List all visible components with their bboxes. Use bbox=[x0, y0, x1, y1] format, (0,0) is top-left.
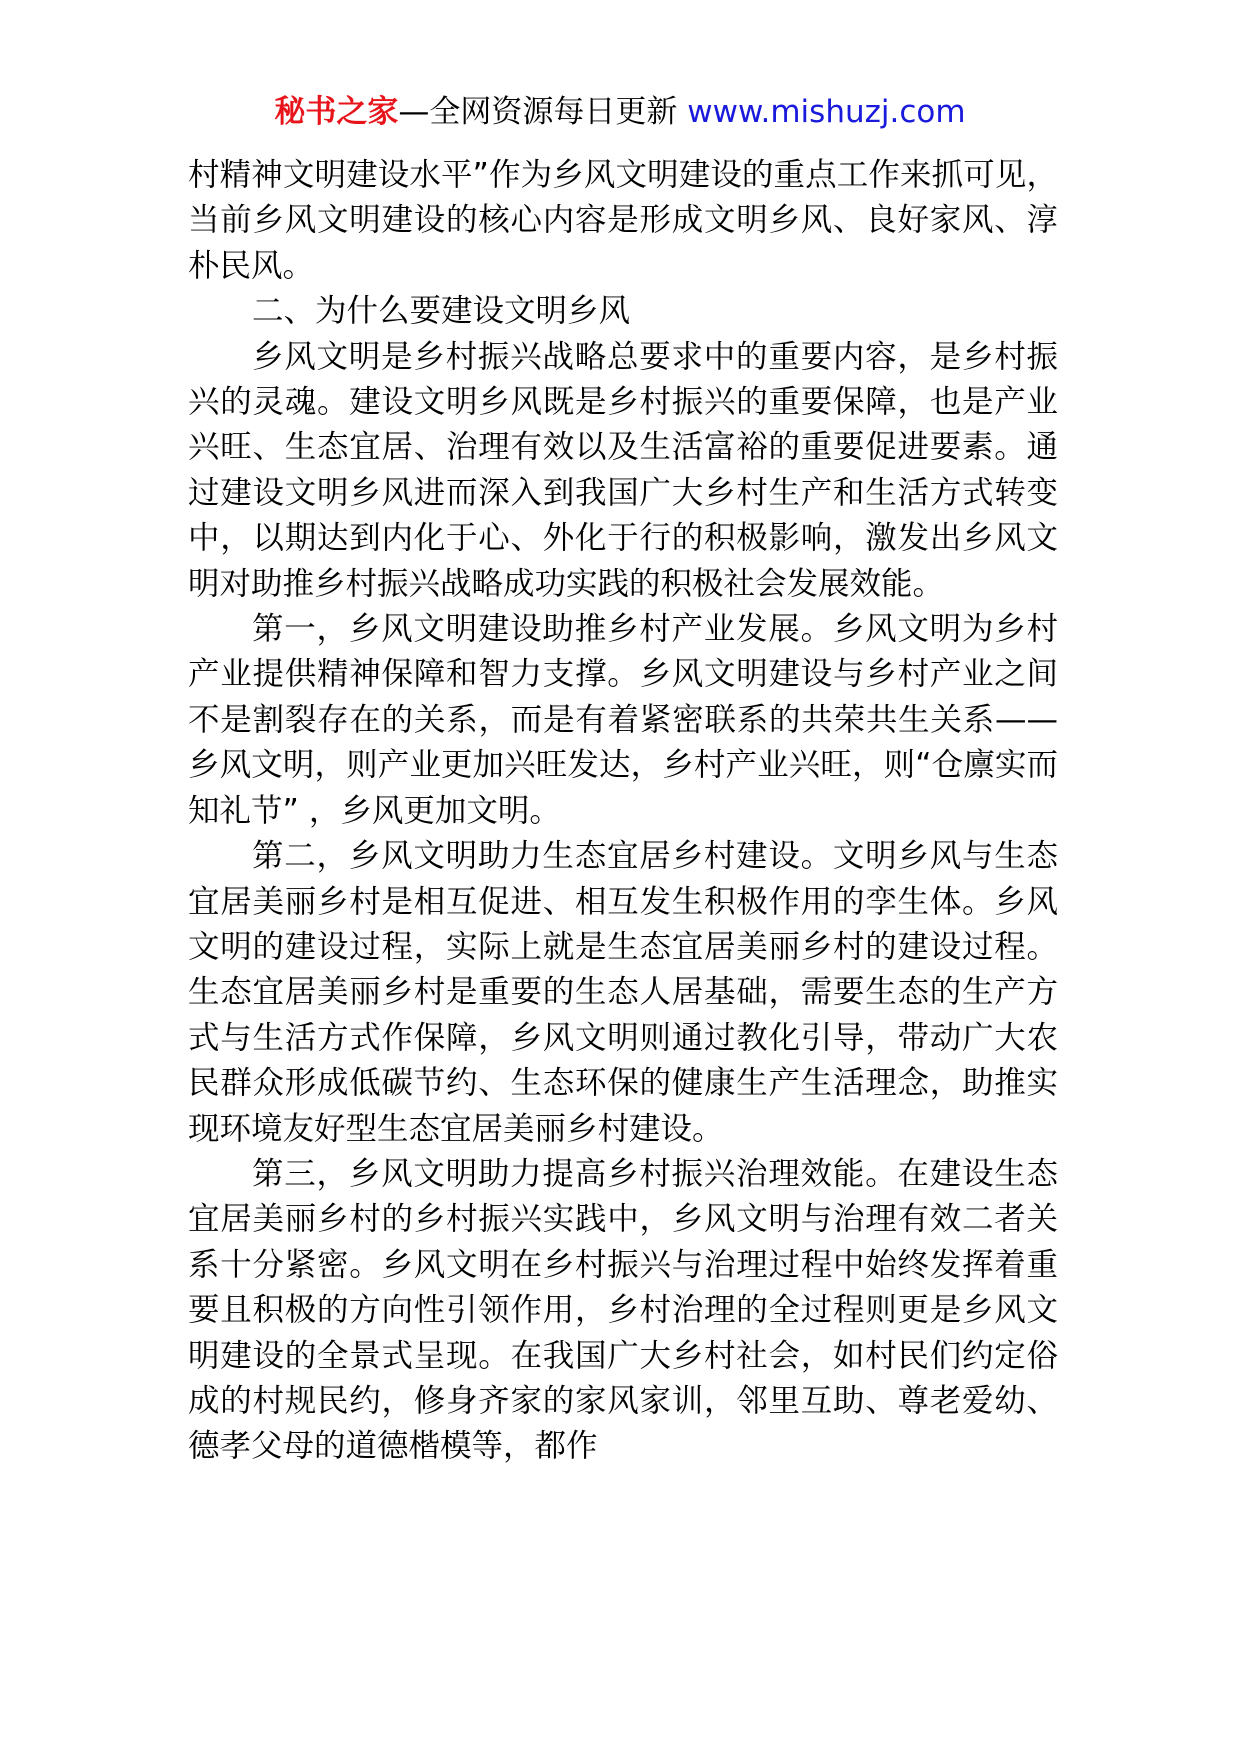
site-slogan: —全网资源每日更新 bbox=[398, 94, 688, 130]
paragraph: 第一，乡风文明建设助推乡村产业发展。乡风文明为乡村产业提供精神保障和智力支撑。乡风文明建设与乡村产业之间不是割裂存在的关系，而是有着紧密联系的共荣共生关系——乡风文明，则产业更加兴旺发达，乡村产业兴旺，则“仓廪实而知礼节” ，乡风更加文明。 bbox=[188, 611, 1058, 829]
section-heading: 二、为什么要建设文明乡风 bbox=[252, 293, 631, 330]
site-brand: 秘书之家 bbox=[274, 94, 399, 130]
site-header bbox=[0, 92, 1240, 132]
site-url-link[interactable]: www.mishuzj.com bbox=[687, 94, 966, 130]
document-body bbox=[188, 153, 1058, 1470]
paragraph: 乡风文明是乡村振兴战略总要求中的重要内容，是乡村振兴的灵魂。建设文明乡风既是乡村振兴的重要保障，也是产业兴旺、生态宜居、治理有效以及生活富裕的重要促进要素。通过建设文明乡风进而深入到我国广大乡村生产和生活方式转变中，以期达到内化于心、外化于行的积极影响，激发出乡风文明对助推乡村振兴战略成功实践的积极社会发展效能。 bbox=[188, 338, 1058, 602]
paragraph-continuation: 村精神文明建设水平”作为乡风文明建设的重点工作来抓可见，当前乡风文明建设的核心内容是形成文明乡风、良好家风、淳朴民风。 bbox=[188, 157, 1058, 284]
paragraph: 第三，乡风文明助力提高乡村振兴治理效能。在建设生态宜居美丽乡村的乡村振兴实践中，乡风文明与治理有效二者关系十分紧密。乡风文明在乡村振兴与治理过程中始终发挥着重要且积极的方向性引领作用，乡村治理的全过程则更是乡风文明建设的全景式呈现。在我国广大乡村社会，如村民们约定俗成的村规民约，修身齐家的家风家训，邻里互助、尊老爱幼、德孝父母的道德楷模等，都作 bbox=[188, 1155, 1058, 1465]
paragraph: 第二，乡风文明助力生态宜居乡村建设。文明乡风与生态宜居美丽乡村是相互促进、相互发生积极作用的孪生体。乡风文明的建设过程，实际上就是生态宜居美丽乡村的建设过程。生态宜居美丽乡村是重要的生态人居基础，需要生态的生产方式与生活方式作保障，乡风文明则通过教化引导，带动广大农民群众形成低碳节约、生态环保的健康生产生活理念，助推实现环境友好型生态宜居美丽乡村建设。 bbox=[188, 838, 1058, 1147]
